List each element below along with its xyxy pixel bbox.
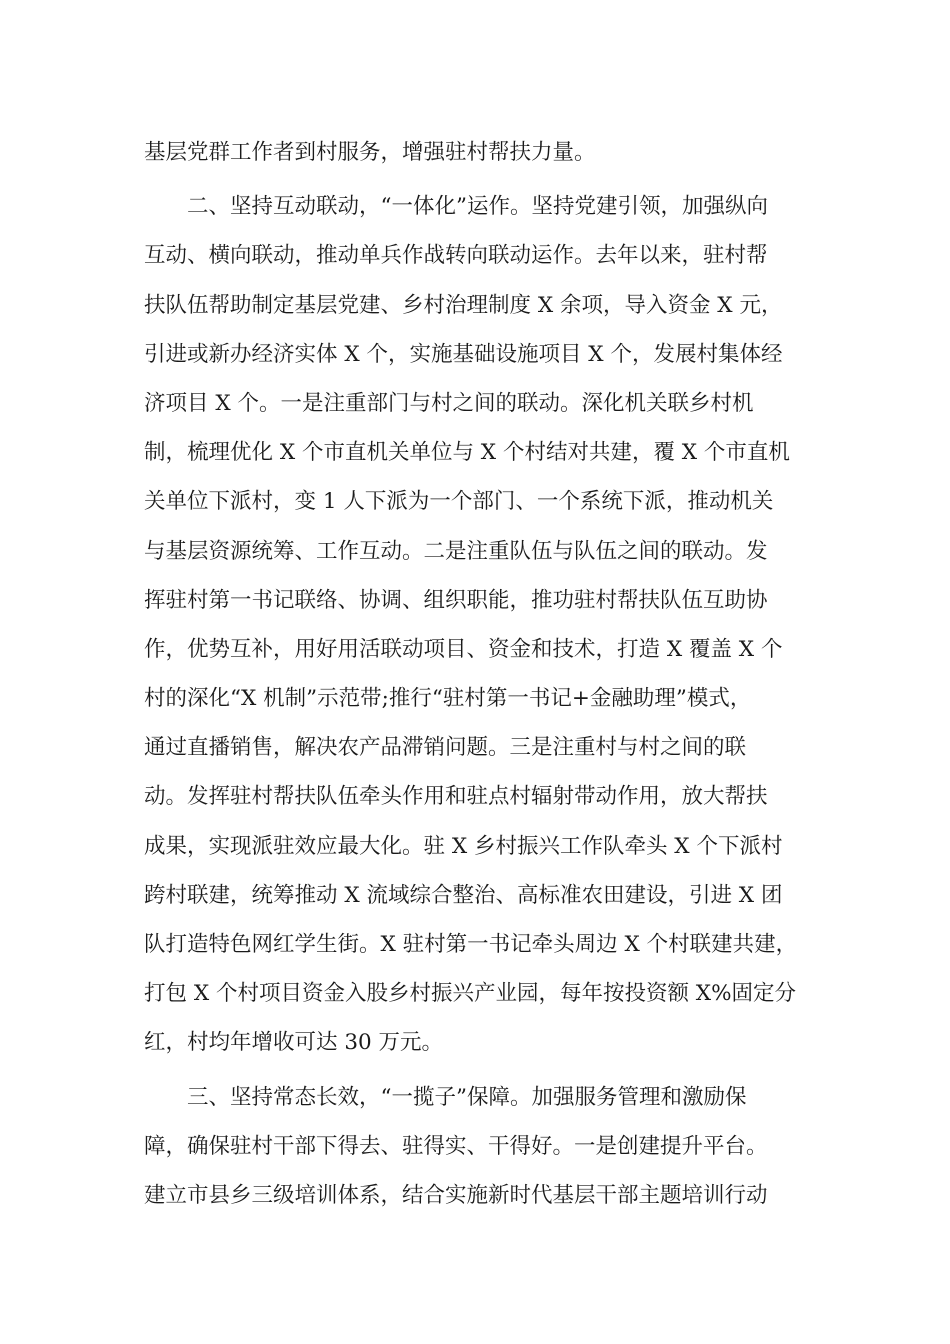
paragraph-line: 跨村联建，统筹推动 X 流域综合整治、高标准农田建设，引进 X 团 bbox=[144, 882, 783, 908]
paragraph-line: 济项目 X 个。一是注重部门与村之间的联动。深化机关联乡村机 bbox=[144, 390, 754, 416]
paragraph-line: 制，梳理优化 X 个市直机关单位与 X 个村结对共建，覆 X 个市直机 bbox=[144, 440, 790, 466]
paragraph-line: 关单位下派村，变 1 人下派为一个部门、一个系统下派，推动机关 bbox=[144, 489, 774, 515]
paragraph-line: 打包 X 个村项目资金入股乡村振兴产业园，每年按投资额 X%固定分 bbox=[144, 981, 797, 1007]
paragraph-line: 引进或新办经济实体 X 个，实施基础设施项目 X 个，发展村集体经 bbox=[144, 341, 783, 367]
body-text bbox=[144, 128, 808, 1220]
paragraph-line: 村的深化“X 机制”示范带;推行“驻村第一书记+金融助理”模式， bbox=[144, 686, 752, 712]
paragraph-line: 三、坚持常态长效，“一揽子”保障。加强服务管理和激励保 bbox=[187, 1084, 747, 1110]
paragraph-line: 挥驻村第一书记联络、协调、组织职能，推功驻村帮扶队伍互助协 bbox=[144, 587, 768, 613]
paragraph-line: 队打造特色网红学生街。X 驻村第一书记牵头周边 X 个村联建共建， bbox=[144, 932, 798, 957]
paragraph-line: 与基层资源统筹、工作互动。二是注重队伍与队伍之间的联动。发 bbox=[144, 538, 768, 564]
paragraph-line: 基层党群工作者到村服务，增强驻村帮扶力量。 bbox=[144, 140, 596, 165]
paragraph-line: 成果，实现派驻效应最大化。驻 X 乡村振兴工作队牵头 X 个下派村 bbox=[144, 833, 783, 859]
paragraph-line: 建立市县乡三级培训体系，结合实施新时代基层干部主题培训行动 bbox=[144, 1182, 768, 1208]
paragraph-line: 动。发挥驻村帮扶队伍牵头作用和驻点村辐射带动作用，放大帮扶 bbox=[144, 784, 768, 810]
paragraph-line: 二、坚持互动联动，“一体化”运作。坚持党建引领，加强纵向 bbox=[187, 194, 768, 220]
paragraph-line: 障，确保驻村干部下得去、驻得实、干得好。一是创建提升平台。 bbox=[144, 1133, 768, 1159]
paragraph-line: 作，优势互补，用好用活联动项目、资金和技术，打造 X 覆盖 X 个 bbox=[144, 636, 783, 662]
paragraph-line: 红，村均年增收可达 30 万元。 bbox=[144, 1030, 444, 1056]
paragraph-line: 扶队伍帮助制定基层党建、乡村治理制度 X 余项，导入资金 X 元， bbox=[144, 292, 783, 318]
paragraph-line: 通过直播销售，解决农产品滞销问题。三是注重村与村之间的联 bbox=[144, 735, 747, 761]
paragraph-line: 互动、横向联动，推动单兵作战转向联动运作。去年以来，驻村帮 bbox=[144, 243, 768, 269]
